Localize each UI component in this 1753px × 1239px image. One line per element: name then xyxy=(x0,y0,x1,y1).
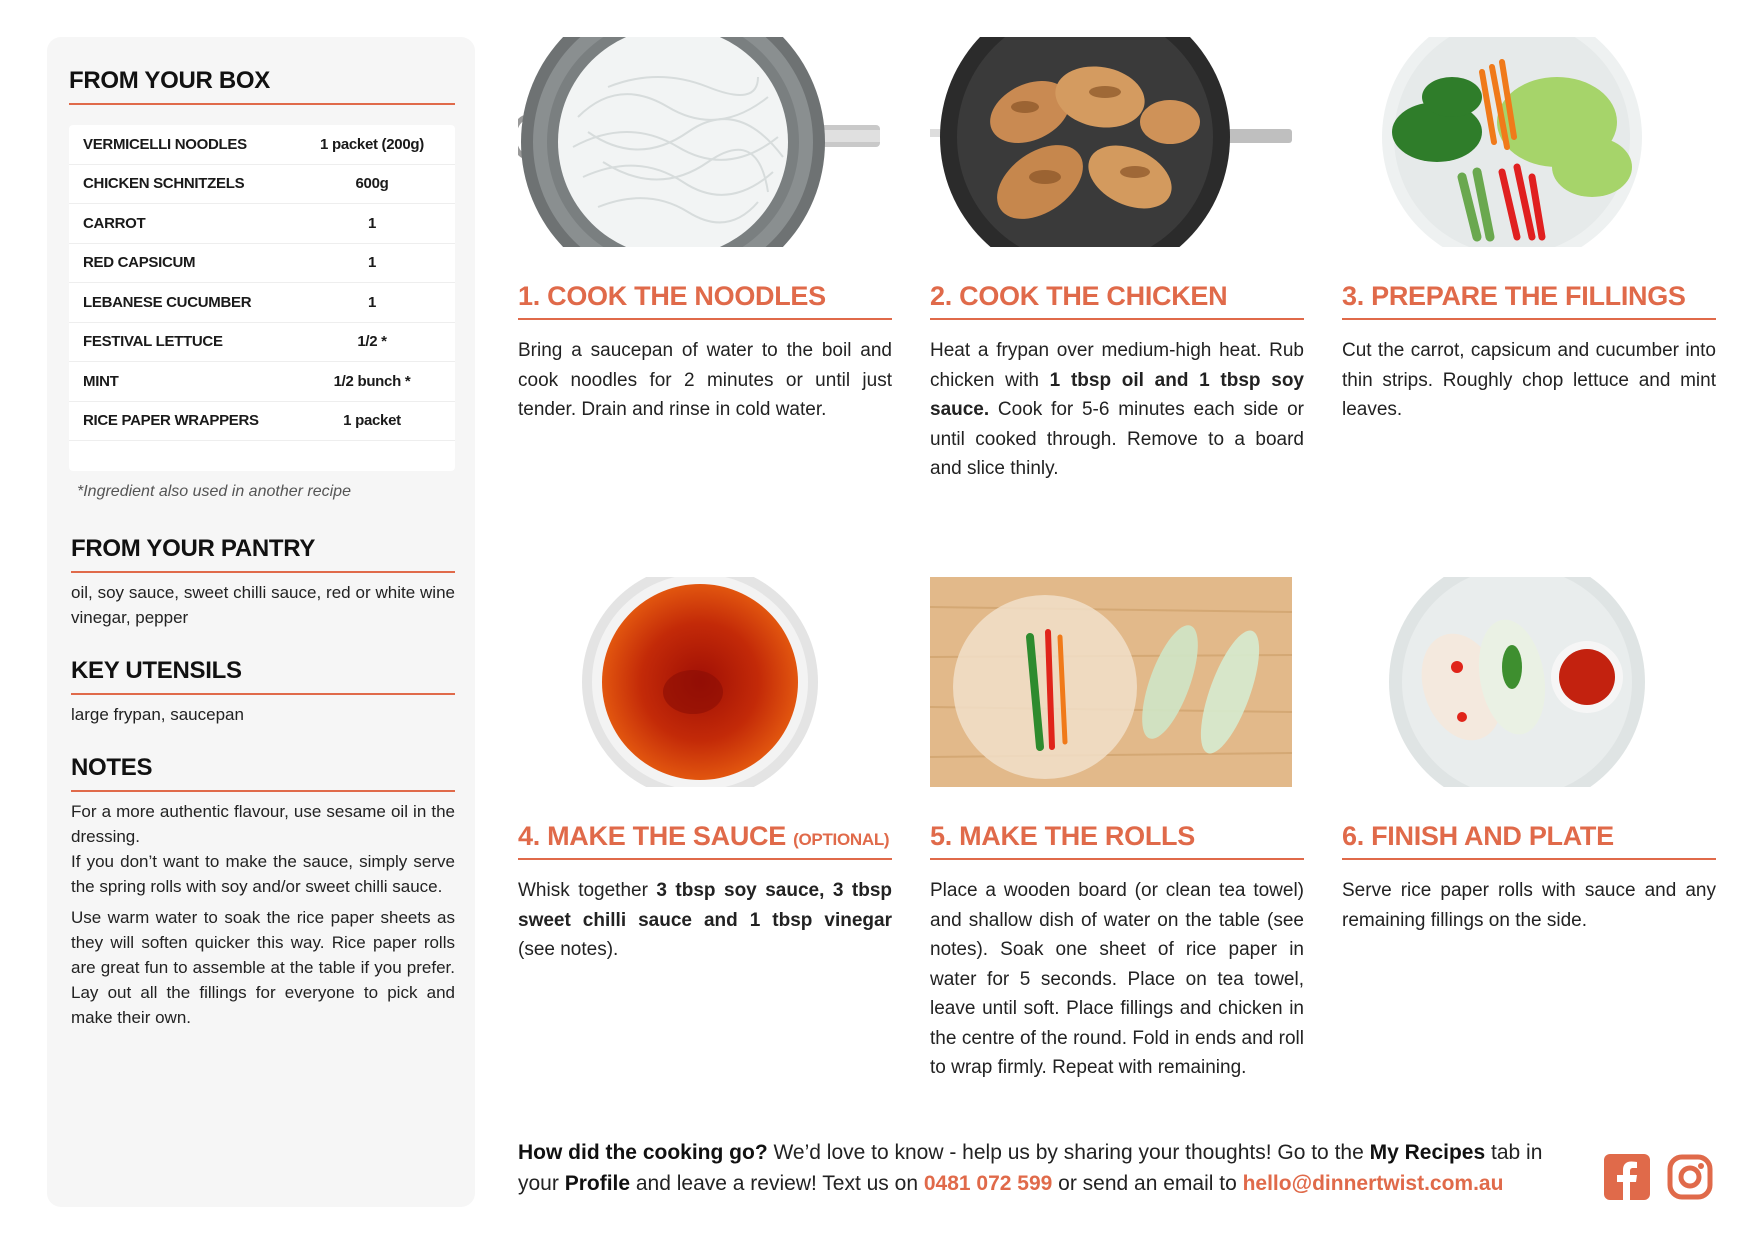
plate-photo xyxy=(1342,577,1704,787)
ingredient-name: CARROT xyxy=(83,214,146,232)
ingredient-row xyxy=(69,165,455,205)
ingredient-row xyxy=(69,362,455,402)
ingredient-name: RICE PAPER WRAPPERS xyxy=(83,412,259,430)
ingredient-qty: 1 packet (200g) xyxy=(320,135,424,153)
notes-text xyxy=(71,799,455,1036)
ingredient-qty: 1 xyxy=(367,214,377,232)
ingredient-qty: 1/2 * xyxy=(357,333,387,351)
ingredient-name: CHICKEN SCHNITZELS xyxy=(83,175,245,193)
step-6-title: 6. FINISH AND PLATE xyxy=(1342,821,1716,860)
footer-text: We’d love to know - help us by sharing your thoughts! Go to the xyxy=(767,1141,1370,1164)
utensils-title: KEY UTENSILS xyxy=(71,657,455,695)
step-6-body: Serve rice paper rolls with sauce and any remaining fillings on the side. xyxy=(1342,880,1716,931)
profile-link[interactable]: Profile xyxy=(564,1172,631,1195)
step-2-bold: 1 tbsp oil and 1 tbsp soy sauce. xyxy=(930,369,1304,420)
ingredient-row xyxy=(69,204,455,244)
ingredient-row xyxy=(69,244,455,284)
email-link[interactable]: hello@dinnertwist.com.au xyxy=(1242,1172,1504,1195)
step-4-body xyxy=(518,876,892,965)
step-4-text: Whisk together xyxy=(518,880,657,901)
box-title: FROM YOUR BOX xyxy=(69,67,455,105)
phone-link[interactable]: 0481 072 599 xyxy=(923,1172,1053,1195)
step-4-title-text: 4. MAKE THE SAUCE xyxy=(518,821,786,851)
notes-title: NOTES xyxy=(71,754,455,792)
step-4-text: (see notes). xyxy=(518,939,619,960)
footer-text: tab in your xyxy=(518,1141,1543,1195)
chicken-photo xyxy=(930,37,1292,247)
ingredient-row xyxy=(69,125,455,165)
my-recipes-link[interactable]: My Recipes xyxy=(1369,1141,1486,1164)
sauce-photo xyxy=(518,577,880,787)
step-5-title: 5. MAKE THE ROLLS xyxy=(930,821,1304,860)
ingredient-qty: 1 packet xyxy=(343,412,401,430)
instagram-icon[interactable] xyxy=(1667,1154,1713,1200)
facebook-icon[interactable] xyxy=(1604,1154,1650,1200)
ingredient-footnote: *Ingredient also used in another recipe xyxy=(77,483,351,500)
step-4-bold: 3 tbsp soy sauce, 3 tbsp sweet chilli sauce and 1 tbsp vinegar xyxy=(518,880,892,931)
rolls-photo xyxy=(930,577,1292,787)
notes-paragraph: If you don’t want to make the sauce, simply serve the spring rolls with soy and/or sweet chilli sauce. xyxy=(71,852,455,896)
ingredient-qty: 1 xyxy=(367,254,377,272)
step-4-title xyxy=(518,821,892,860)
pantry-text: oil, soy sauce, sweet chilli sauce, red or white wine vinegar, pepper xyxy=(71,583,455,627)
step-4-title-suffix: (OPTIONAL) xyxy=(793,830,890,849)
ingredient-row xyxy=(69,402,455,442)
feedback-footer xyxy=(518,1137,1578,1199)
ingredient-name: LEBANESE CUCUMBER xyxy=(83,293,252,311)
notes-paragraph: For a more authentic flavour, use sesame oil in the dressing. xyxy=(71,802,455,846)
footer-question: How did the cooking go? xyxy=(518,1141,768,1164)
noodles-photo xyxy=(518,37,880,247)
step-5-body: Place a wooden board (or clean tea towel) and shallow dish of water on the table (see notes). Soak one sheet of rice paper in water for 5 seconds. Place on tea towel, leave until soft. Place fillings and chicken in the centre of the round. Fold in ends and roll to wrap firmly. Repeat with remaining. xyxy=(930,880,1304,1078)
step-1-title: 1. COOK THE NOODLES xyxy=(518,281,892,320)
ingredient-qty: 600g xyxy=(355,175,389,193)
ingredient-name: VERMICELLI NOODLES xyxy=(83,135,247,153)
box-ingredients-table xyxy=(69,125,455,471)
footer-text: and leave a review! Text us on xyxy=(630,1172,924,1195)
ingredient-row xyxy=(69,283,455,323)
step-2-body xyxy=(930,336,1304,484)
utensils-text: large frypan, saucepan xyxy=(71,705,244,724)
step-3-title: 3. PREPARE THE FILLINGS xyxy=(1342,281,1716,320)
step-3-body: Cut the carrot, capsicum and cucumber into thin strips. Roughly chop lettuce and mint leaves. xyxy=(1342,340,1716,420)
ingredient-name: FESTIVAL LETTUCE xyxy=(83,333,223,351)
ingredient-name: RED CAPSICUM xyxy=(83,254,196,272)
fillings-photo xyxy=(1342,37,1704,247)
footer-text: or send an email to xyxy=(1052,1172,1243,1195)
notes-paragraph: Use warm water to soak the rice paper sheets as they will soften quicker this way. Rice paper rolls are great fun to assemble at the table if you prefer. Lay out all the fillings for everyone to pick and make their own. xyxy=(71,908,455,1027)
step-2-text: Heat a frypan over medium-high heat. Rub chicken with xyxy=(930,340,1304,391)
ingredients-sidebar xyxy=(47,37,475,1207)
ingredient-qty: 1/2 bunch * xyxy=(333,372,411,390)
step-2-title: 2. COOK THE CHICKEN xyxy=(930,281,1304,320)
step-1-body: Bring a saucepan of water to the boil and cook noodles for 2 minutes or until just tender. Drain and rinse in cold water. xyxy=(518,340,892,420)
ingredient-name: MINT xyxy=(83,372,119,390)
ingredient-qty: 1 xyxy=(367,293,377,311)
pantry-title: FROM YOUR PANTRY xyxy=(71,535,455,573)
ingredient-row xyxy=(69,323,455,363)
step-2-text: Cook for 5-6 minutes each side or until cooked through. Remove to a board and slice thinly. xyxy=(930,399,1304,479)
